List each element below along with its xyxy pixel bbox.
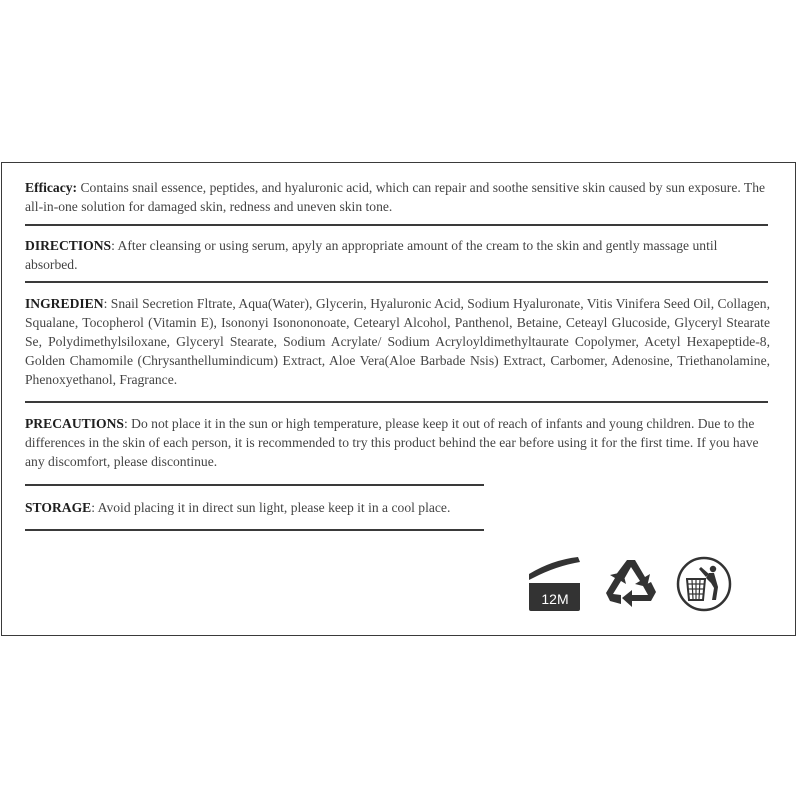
precautions-text: : Do not place it in the sun or high temperature, please keep it out of reach of infants and young children. Due to the differences in the skin of each person, it is recommended to try this product behind the ear before using it for the first time. If you have any discomfort, please discontinue. [25, 416, 759, 469]
efficacy-section [25, 178, 770, 216]
ingredients-label: INGREDIEN [25, 296, 104, 311]
efficacy-text: Contains snail essence, peptides, and hyaluronic acid, which can repair and soothe sensitive skin caused by sun exposure. The all-in-one solution for damaged skin, redness and uneven skin tone. [25, 180, 766, 214]
precautions-label: PRECAUTIONS [25, 416, 124, 431]
precautions-section [25, 414, 770, 471]
ingredients-text: : Snail Secretion Fltrate, Aqua(Water), Glycerin, Hyaluronic Acid, Sodium Hyaluronate, Vitis Vinifera Seed Oil, Collagen, Squalane, Tocopherol (Vitamin E), Isononyi Isonononoate, Cetearyl Alcohol, Panthenol, Betaine, Ceteayl Glucoside, Glyceryl Stearate Se, Polydimethylsiloxane, Glyceryl Stearate, Sodium Acrylate/ Sodium Acryloyldimethyltaurate Copolymer, Acetyl Hexapeptide-8, Golden Chamomile (Chrysanthellumindicum) Extract, Aloe Vera(Aloe Barbade Nsis) Extract, Carbomer, Adenosine, Triethanolamine, Phenoxyethanol, Fragrance. [25, 296, 770, 387]
divider [25, 224, 768, 226]
storage-text: : Avoid placing it in direct sun light, please keep it in a cool place. [91, 500, 451, 515]
recycle-icon [601, 556, 661, 614]
efficacy-label: Efficacy: [25, 180, 78, 195]
divider [25, 401, 768, 403]
pao-label: 12M [541, 591, 569, 607]
directions-section [25, 236, 770, 274]
divider [25, 281, 768, 283]
storage-label: STORAGE [25, 500, 92, 515]
ingredients-section [25, 294, 770, 389]
directions-text: : After cleansing or using serum, apyly an appropriate amount of the cream to the skin and gently massage until absorbed. [25, 238, 718, 272]
period-after-opening-icon [526, 556, 586, 612]
directions-label: DIRECTIONS [25, 238, 112, 253]
divider [25, 484, 484, 486]
storage-section [25, 498, 770, 517]
dispose-in-bin-icon [676, 556, 732, 612]
divider [25, 529, 484, 531]
